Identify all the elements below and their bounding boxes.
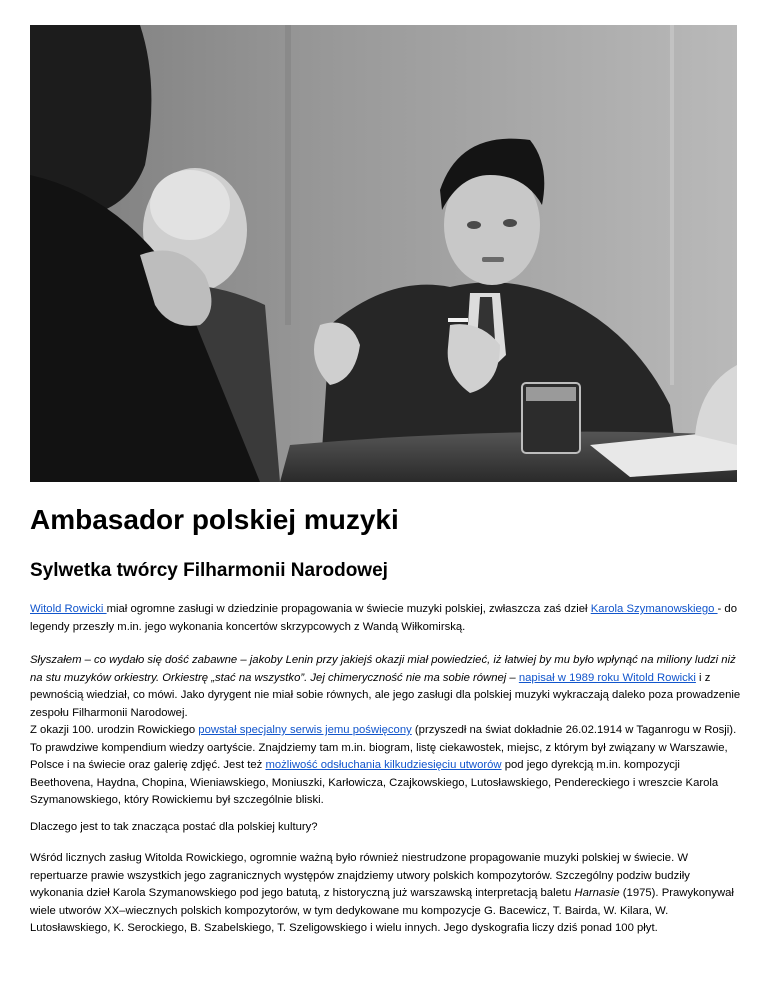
link-listen-works[interactable]: możliwość odsłuchania kilkudziesięciu utworów [265,759,502,771]
link-witold-rowicki[interactable]: Witold Rowicki [30,603,107,615]
article-title: Ambasador polskiej muzyki [30,504,399,535]
paragraph-anniversary-text-2: (przyszedł na świat dokładnie 26.02.1914 w Taganrogu w Rosji). To prawdziwe kompendium wiedzy oartyście. Znajdziemy tam m.in. biogram, listę ciekawostek, miejsc, z którym był związany w Warszawie, Polsce i na świecie oraz galerię zdjęć. Jest też [30,724,737,771]
paragraph-quote-text: i z pewnością wiedział, co mówi. Jako dyrygent nie miał sobie równych, ale jego zasługi dla polskiej muzyki wykraczają daleko poza prowadzenie zespołu Filharmonii Narodowej. [30,671,741,719]
link-special-service[interactable]: powstał specjalny serwis jemu poświęcony [198,724,412,736]
paragraph-merits-text-2: (1975). Prawykonywał wiele utworów XX–wiecznych polskich kompozytorów, w tym dedykowane mu kompozycje G. Bacewicz, T. Bairda, W. Kilara, W. Lutosławskiego, K. Serockiego, B. Szabelskiego, T. Szeligowskiego i wielu innych. Jego dyskografia liczy dziś ponad 100 płyt. [30,887,734,934]
article-photo [30,25,737,482]
paragraph-quote [30,652,742,722]
paragraph-merits [30,850,742,938]
quote-text: Słyszałem – co wydało się dość zabawne – jakoby Lenin przy jakiejś okazji miał powiedzieć, iż łatwiej by mu było wpłynąć na miliony ludzi niż na stu muzyków orkiestry. Orkiestrę „stać na wszystko”. Jej chimeryczność nie ma sobie równej – [30,654,736,684]
paragraph-intro [30,601,742,636]
photo-illustration [30,25,737,482]
paragraph-merits-text-1: Wśród licznych zasług Witolda Rowickiego, ogromnie ważną było również niestrudzone propagowanie muzyki polskiej w świecie. W repertuarze prawie wszystkich jego zagranicznych występów znajdziemy utwory polskich kompozytorów. Szczególny podziw budziły wykonania dzieł Karola Szymanowskiego pod jego batutą, z historyczną już warszawską interpretacją baletu [30,852,690,899]
paragraph-anniversary-text-1: Z okazji 100. urodzin Rowickiego [30,724,199,736]
paragraph-question: Dlaczego jest to tak znacząca postać dla polskiej kultury? [30,821,318,833]
paragraph-intro-text-1: miał ogromne zasługi w dziedzinie propagowania w świecie muzyki polskiej, zwłaszcza zaś dzieł [106,603,591,615]
paragraph-anniversary [30,722,742,810]
paragraph-anniversary-text-3: pod jego dyrekcją m.in. kompozycji Beethovena, Haydna, Chopina, Wieniawskiego, Moniuszki, Karłowicza, Czajkowskiego, Lutosławskiego, Pendereckiego i wreszcie Karola Szymanowskiego, który Rowickiemu był szczególnie bliski. [30,759,719,806]
ballet-title: Harnasie [574,887,620,899]
article-subtitle: Sylwetka twórcy Filharmonii Narodowej [30,560,388,581]
paragraph-intro-text-2: - do legendy przeszły m.in. jego wykonania koncertów skrzypcowych z Wandą Wiłkomirską. [30,603,737,633]
link-napisal-1989[interactable]: napisał w 1989 roku Witold Rowicki [518,671,696,684]
link-karol-szymanowski[interactable]: Karola Szymanowskiego [590,603,718,615]
